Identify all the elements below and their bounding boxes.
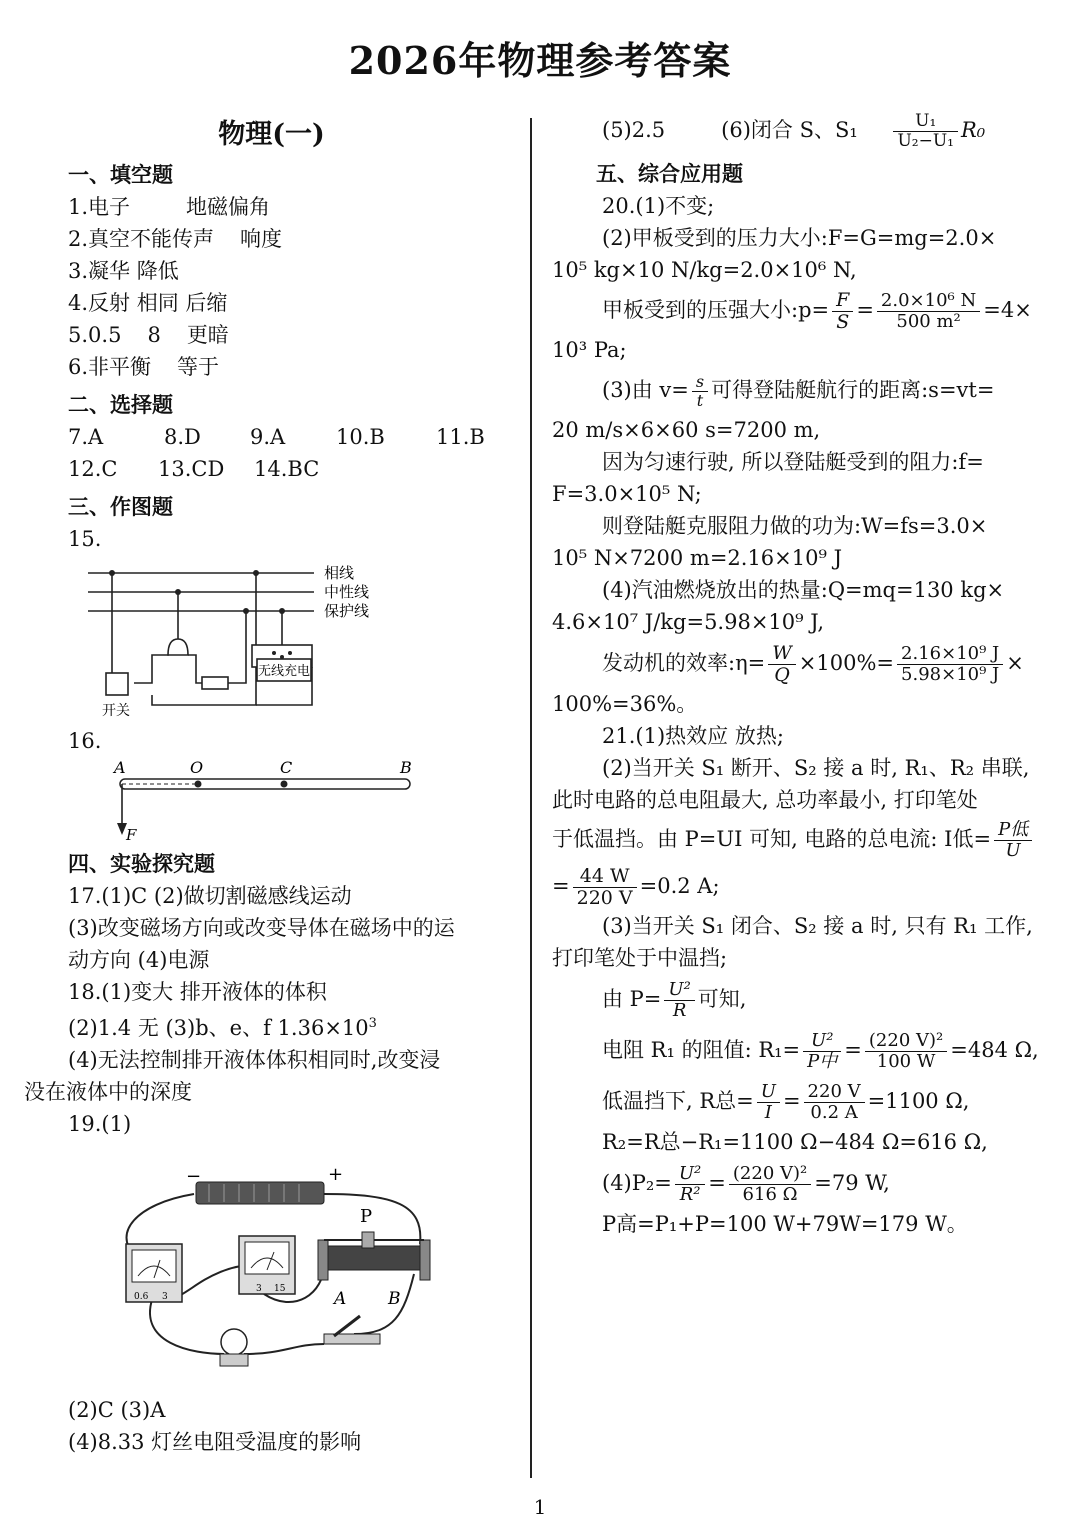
- answer-21f: (3)当开关 S₁ 闭合、S₂ 接 a 时, 只有 R₁ 工作,: [602, 914, 1033, 938]
- answer-21h: 由 P= $\frac{\text{U²}}{R}$ 可知,: [602, 979, 747, 1021]
- svg-text:3: 3: [162, 1292, 168, 1302]
- q15-label: 15.: [68, 527, 102, 551]
- answer-17c: 动方向 (4)电源: [68, 948, 210, 972]
- page-number: 1: [533, 1495, 547, 1519]
- answer-21a: 21.(1)热效应 放热;: [602, 724, 784, 748]
- answer-21i: 电阻 R₁ 的阻值: R₁= $\frac{\text{U²}}{\text{P中}}$ = $\frac{\text{(220 V)²}}{100 W}$ =484 Ω,: [602, 1030, 1039, 1072]
- column-divider: [530, 118, 532, 1478]
- answer-20g: 20 m/s×6×60 s=7200 m,: [552, 418, 821, 442]
- svg-text:−: −: [186, 1166, 202, 1187]
- answer-18a: 18.(1)变大 排开液体的体积: [68, 980, 327, 1004]
- answer-21j: 低温挡下, R总= $\frac{U}{I}$ = $\frac{220 V}{0.2 A}$ =1100 Ω,: [602, 1081, 970, 1123]
- svg-text:+: +: [328, 1164, 344, 1185]
- live-wire-label: 相线: [324, 564, 355, 582]
- svg-text:15: 15: [274, 1284, 286, 1294]
- answer-3: 3.凝华 降低: [68, 259, 179, 283]
- answer-17b: (3)改变磁场方向或改变导体在磁场中的运: [68, 916, 455, 940]
- answer-18d: 没在液体中的深度: [24, 1080, 192, 1104]
- answer-20m: 4.6×10⁷ J/kg=5.98×10⁹ J,: [552, 610, 825, 634]
- answer-2: 2.真空不能传声 响度: [68, 227, 283, 251]
- svg-text:B: B: [400, 758, 412, 777]
- answer-21l: (4)P₂= $\frac{\text{U²}}{\text{R²}}$ = $\frac{\text{(220 V)²}}{616 \Omega}$ =79 W,: [602, 1163, 890, 1205]
- answer-20o: 100%=36%。: [552, 692, 698, 716]
- answer-18c: (4)无法控制排开液体体积相同时,改变浸: [68, 1048, 441, 1072]
- answer-20l: (4)汽油燃烧放出的热量:Q=mq=130 kg×: [602, 578, 1005, 602]
- answer-21k: R₂=R总−R₁=1100 Ω−484 Ω=616 Ω,: [602, 1130, 988, 1154]
- section-application: 五、综合应用题: [596, 162, 743, 186]
- answer-21c: 此时电路的总电阻最大, 总功率最小, 打印笔处: [552, 788, 978, 812]
- svg-text:A: A: [114, 758, 126, 777]
- section-experiment: 四、实验探究题: [68, 852, 215, 876]
- answer-21g: 打印笔处于中温挡;: [552, 946, 728, 970]
- answer-19: 19.(1): [68, 1112, 132, 1136]
- answer-20a: 20.(1)不变;: [602, 194, 715, 218]
- lever-diagram: [44, 757, 514, 842]
- svg-text:O: O: [190, 758, 204, 777]
- section-fill-blank: 一、填空题: [68, 163, 173, 187]
- answer-19b: (2)C (3)A: [68, 1398, 166, 1422]
- switch-label: 开关: [102, 703, 130, 719]
- q16-label: 16.: [68, 729, 102, 753]
- answer-20n: 发动机的效率:η= $\frac{W}{Q}$ ×100%= $\frac{\text{2.16×10⁹ J}}{\text{5.98×10⁹ J}}$ ×: [602, 642, 1024, 686]
- svg-text:B: B: [388, 1289, 401, 1309]
- answer-20e: 10³ Pa;: [552, 338, 627, 362]
- answer-4: 4.反射 相同 后缩: [68, 291, 228, 315]
- answer-19-cont: (5)2.5 (6)闭合 S、S₁ $\frac{\text{U₁}}{\text{U₂−U₁}}$ R₀: [602, 111, 986, 151]
- section-drawing: 三、作图题: [68, 495, 173, 519]
- circuit-photo: [34, 1144, 504, 1394]
- mc-row-2: 12.C 13.CD 14.BC: [68, 457, 320, 481]
- wiring-diagram: [44, 555, 514, 725]
- right-column: [552, 108, 1057, 1240]
- svg-text:F: F: [126, 826, 137, 842]
- answer-20f: (3)由 v= $\frac{s}{t}$ 可得登陆艇航行的距离:s=vt=: [602, 372, 995, 410]
- answer-1: 1.电子 地磁偏角: [68, 195, 271, 219]
- answer-20j: 则登陆艇克服阻力做的功为:W=fs=3.0×: [602, 514, 988, 538]
- answer-20d: 甲板受到的压强大小:p= $\frac{F}{S}$ = $\frac{\text{2.0×10⁶ N}}{\text{500 m²}}$ =4×: [602, 289, 1032, 333]
- answer-20i: F=3.0×10⁵ N;: [552, 482, 702, 506]
- answer-20c: 10⁵ kg×10 N/kg=2.0×10⁶ N,: [552, 258, 857, 282]
- answer-20h: 因为匀速行驶, 所以登陆艇受到的阻力:f=: [602, 450, 984, 474]
- svg-text:3: 3: [256, 1284, 262, 1294]
- answer-21m: P高=P₁+P=100 W+79W=179 W。: [602, 1212, 968, 1236]
- svg-text:A: A: [334, 1289, 347, 1309]
- ground-wire-label: 保护线: [324, 602, 370, 620]
- answer-5: 5.0.5 8 更暗: [68, 323, 229, 347]
- section-multiple-choice: 二、选择题: [68, 393, 173, 417]
- section-heading: 物理(一): [218, 119, 325, 150]
- neutral-wire-label: 中性线: [324, 583, 370, 601]
- svg-text:C: C: [280, 758, 293, 777]
- answer-20b: (2)甲板受到的压力大小:F=G=mg=2.0×: [602, 226, 997, 250]
- answer-20k: 10⁵ N×7200 m=2.16×10⁹ J: [552, 546, 843, 570]
- mc-row-1: 7.A 8.D 9.A 10.B 11.B: [68, 425, 485, 449]
- answer-21e: = $\frac{44 W}{220 V}$ =0.2 A;: [552, 865, 720, 909]
- answer-21d: 于低温挡。由 P=UI 可知, 电路的总电流: I低= $\frac{\text{P低}}{U}$: [552, 816, 1057, 862]
- answer-21b: (2)当开关 S₁ 断开、S₂ 接 a 时, R₁、R₂ 串联,: [602, 756, 1030, 780]
- page-title: 2026年物理参考答案: [348, 38, 732, 83]
- svg-text:P: P: [360, 1206, 373, 1227]
- answer-6: 6.非平衡 等于: [68, 355, 220, 379]
- left-column: [24, 108, 519, 1458]
- answer-19c: (4)8.33 灯丝电阻受温度的影响: [68, 1430, 362, 1454]
- svg-text:0.6: 0.6: [134, 1292, 149, 1302]
- answer-17a: 17.(1)C (2)做切割磁感线运动: [68, 884, 352, 908]
- charger-label: 无线充电: [258, 664, 311, 679]
- answer-18b: (2)1.4 无 (3)b、e、f $1.36\times 10^3$: [68, 1016, 377, 1040]
